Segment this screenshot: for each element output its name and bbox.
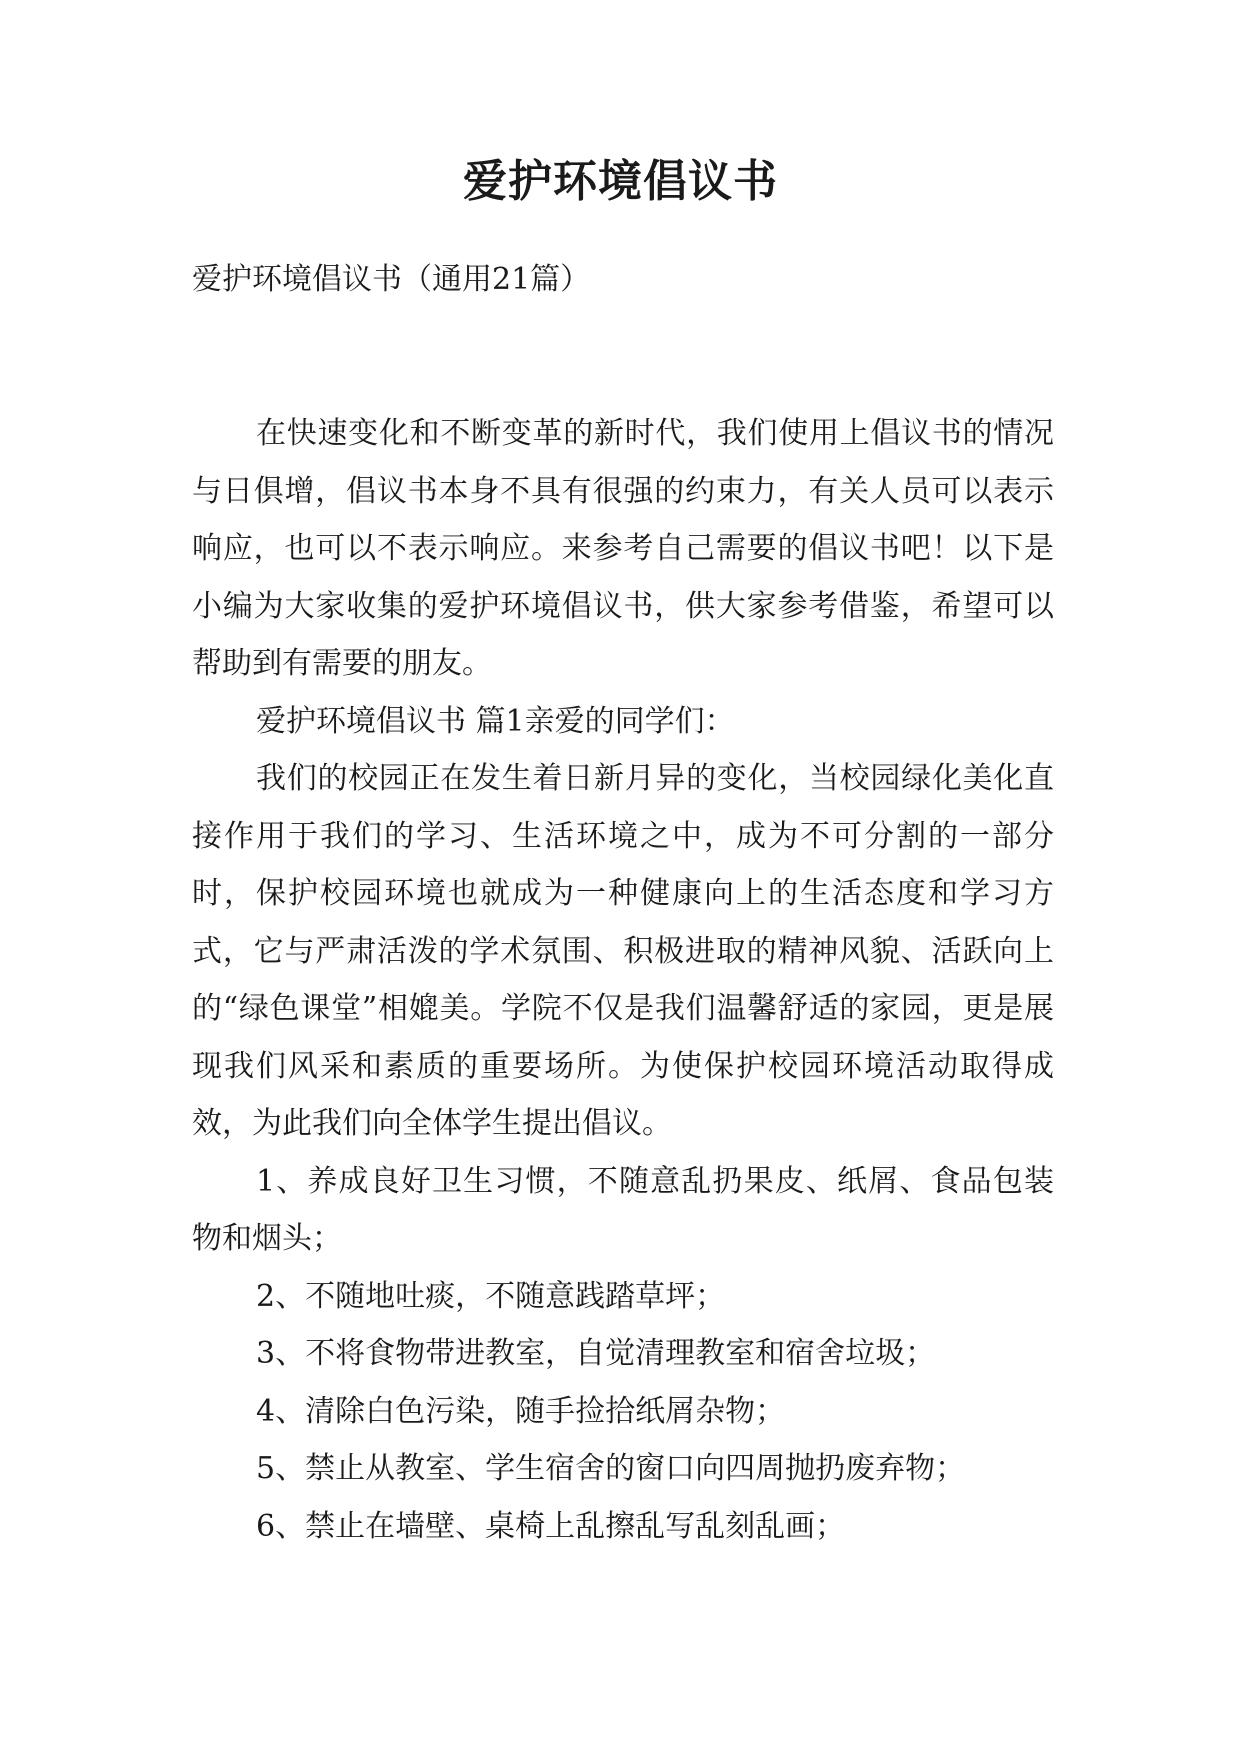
list-item: 4、清除白色污染，随手捡拾纸屑杂物； <box>256 1393 786 1429</box>
list-item: 5、禁止从教室、学生宿舍的窗口向四周抛扔废弃物； <box>256 1451 966 1486</box>
section-heading: 爱护环境倡议书 篇1亲爱的同学们： <box>256 703 735 739</box>
document-title: 爱护环境倡议书 <box>463 156 778 207</box>
list-item: 6、禁止在墙壁、桌椅上乱擦乱写乱刻乱画； <box>256 1508 846 1544</box>
list-item: 3、不将食物带进教室，自觉清理教室和宿舍垃圾； <box>256 1336 936 1371</box>
body-paragraph: 我们的校园正在发生着日新月异的变化，当校园绿化美化直接作用于我们的学习、生活环境之中，成为不可分割的一部分时，保护校园环境也就成为一种健康向上的生活态度和学习方式，它与严肃活泼的学术氛围、积极进取的精神风貌、活跃向上的“绿色课堂”相媲美。学院不仅是我们温馨舒适的家园，更是展现我们风采和素质的重要场所。为使保护校园环境活动取得成效，为此我们向全体学生提出倡议。 <box>192 761 1054 1141</box>
document-body <box>192 405 1054 1555</box>
document-subtitle: 爱护环境倡议书（通用21篇） <box>192 262 591 297</box>
list-item: 2、不随地吐痰，不随意践踏草坪； <box>256 1278 726 1314</box>
intro-paragraph: 在快速变化和不断变革的新时代，我们使用上倡议书的情况与日俱增，倡议书本身不具有很强的约束力，有关人员可以表示响应，也可以不表示响应。来参考自己需要的倡议书吧！以下是小编为大家收集的爱护环境倡议书，供大家参考借鉴，希望可以帮助到有需要的朋友。 <box>192 416 1054 681</box>
list-item: 1、养成良好卫生习惯，不随意乱扔果皮、纸屑、食品包装物和烟头； <box>192 1163 1054 1256</box>
